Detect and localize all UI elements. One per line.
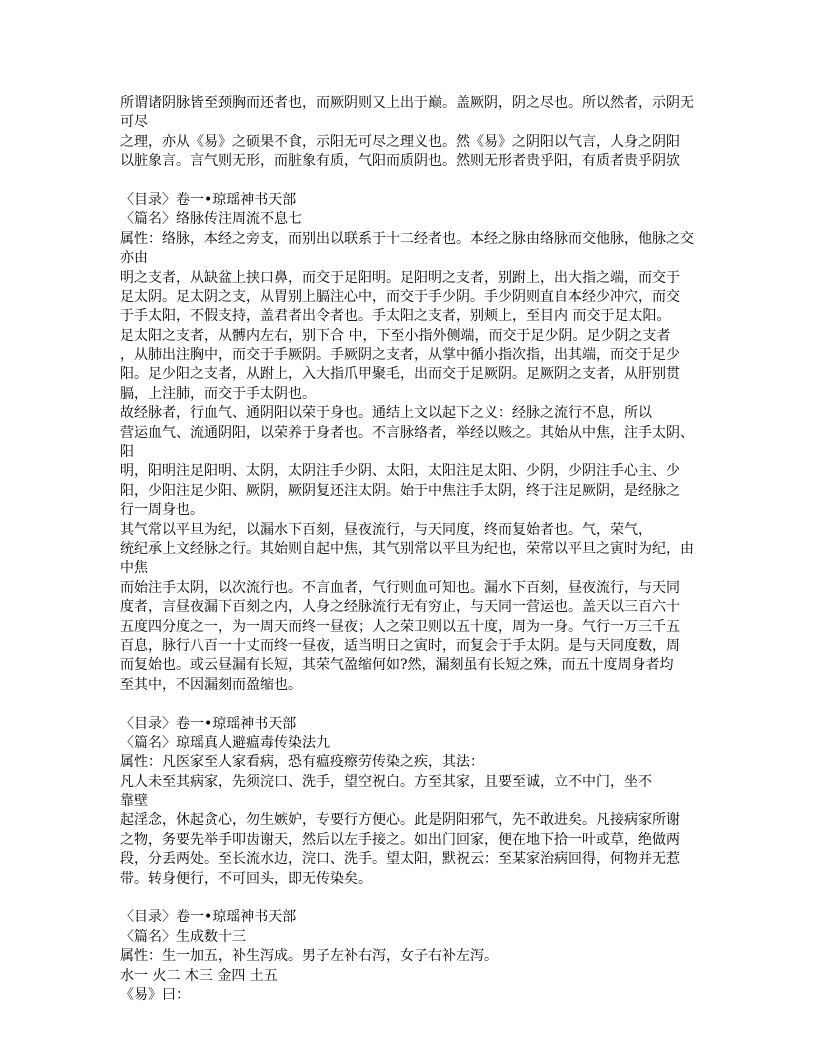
text-line: 故经脉者，行血气、通阴阳以荣于身也。通结上文以起下之义：经脉之流行不息，所以 xyxy=(120,405,652,422)
text-line: 水一 火二 木三 金四 土五 xyxy=(120,967,278,984)
blank-line xyxy=(120,695,700,714)
text-line: 统纪承上文经脉之行。其始则自起中焦，其气别常以平旦为纪也，荣常以平旦之寅时为纪，由 xyxy=(120,540,694,557)
text-line: 于手太阳，不假支持，盖君者出令者也。手太阳之支者，别颊上，至目内 而交于足太阳。 xyxy=(120,308,671,325)
blank-line xyxy=(120,172,700,191)
text-line: 阳，少阳注足少阳、厥阴，厥阴复还注太阴。始于中焦注手太阴，终于注足厥阴，是经脉之 xyxy=(120,482,680,499)
text-line: 其气常以平旦为纪，以漏水下百刻，昼夜流行，与天同度，终而复始者也。气，荣气， xyxy=(120,521,652,538)
text-line: 带。转身便行，不可回头，即无传染矣。 xyxy=(120,870,372,887)
blank-line xyxy=(120,889,700,908)
document-page xyxy=(120,94,700,1005)
text-line: ，从肺出注胸中，而交于手厥阴。手厥阴之支者，从掌中循小指次指，出其端，而交于足少 xyxy=(120,347,680,364)
text-line: 阳。足少阳之支者，从跗上，入大指爪甲聚毛，出而交于足厥阴。足厥阴之支者，从肝别贯 xyxy=(120,366,680,383)
text-line: 足太阴。足太阴之支，从胃别上膈注心中，而交于手少阴。手少阴则直自本经少冲穴，而交 xyxy=(120,288,680,305)
text-line: 起淫念，休起贪心，勿生嫉妒，专要行方便心。此是阴阳邪气，先不敢进矣。凡接病家所谢 xyxy=(120,812,680,829)
chapter-title: 〈篇名〉生成数十三 xyxy=(120,928,246,945)
text-line: 百息，脉行八百一十丈而终一昼夜，适当明日之寅时，而复会于手太阴。是与天同度数，周 xyxy=(120,637,680,654)
text-line: 靠壁 xyxy=(120,793,148,810)
text-line: 可尽 xyxy=(120,114,148,131)
text-line: 而始注手太阴，以次流行也。不言血者，气行则血可知也。漏水下百刻，昼夜流行，与天同 xyxy=(120,579,680,596)
text-line: 属性：络脉，本经之旁支，而别出以联系于十二经者也。本经之脉由络脉而交他脉，他脉之交 xyxy=(120,230,694,247)
text-line: 中焦 xyxy=(120,560,148,577)
text-line: 而复始也。或云昼漏有长短，其荣气盈缩何如?然，漏刻虽有长短之殊，而五十度周身者均 xyxy=(120,657,674,674)
text-line: 明之支者，从缺盆上挟口鼻，而交于足阳明。足阳明之支者，别跗上，出大指之端，而交于 xyxy=(120,269,680,286)
catalog-heading: 〈目录〉卷一•琼瑶神书天部 xyxy=(120,909,297,926)
text-line: 属性：凡医家至人家看病，恐有瘟疫瘵劳传染之疾，其法： xyxy=(120,754,484,771)
text-line: 行一周身也。 xyxy=(120,502,204,519)
text-line: 度者，言昼夜漏下百刻之内，人身之经脉流行无有穷止，与天同一营运也。盖天以三百六十 xyxy=(120,599,680,616)
text-line: 以脏象言。言气则无形，而脏象有质，气阳而质阴也。然则无形者贵乎阳，有质者贵乎阴欤 xyxy=(120,153,680,170)
text-line: 之理，亦从《易》之硕果不食，示阳无可尽之理义也。然《易》之阴阳以气言，人身之阴阳 xyxy=(120,133,680,150)
chapter-title: 〈篇名〉琼瑶真人避瘟毒传染法九 xyxy=(120,734,330,751)
catalog-heading: 〈目录〉卷一•琼瑶神书天部 xyxy=(120,715,297,732)
text-line: 足太阳之支者，从髆内左右，别下合 中，下至小指外侧端，而交于足少阴。足少阴之支者 xyxy=(120,327,671,344)
text-line: 所谓诸阴脉皆至颈胸而还者也，而厥阴则又上出于巅。盖厥阴，阴之尽也。所以然者，示阴无 xyxy=(120,95,694,111)
text-line: 五度四分度之一，为一周天而终一昼夜；人之荣卫则以五十度，周为一身。气行一万三千五 xyxy=(120,618,680,635)
catalog-heading: 〈目录〉卷一•琼瑶神书天部 xyxy=(120,191,297,208)
text-line: 亦由 xyxy=(120,250,148,267)
text-line: 膈，上注肺，而交于手太阴也。 xyxy=(120,385,316,402)
text-line: 明，阳明注足阳明、太阴，太阴注手少阴、太阳，太阳注足太阳、少阴，少阴注手心主、少 xyxy=(120,463,680,480)
chapter-title: 〈篇名〉络脉传注周流不息七 xyxy=(120,211,302,228)
text-line: 至其中，不因漏刻而盈缩也。 xyxy=(120,676,302,693)
text-line: 营运血气、流通阴阳，以荣养于身者也。不言脉络者，举经以赅之。其始从中焦，注手太阴、 xyxy=(120,424,694,441)
text-line: 阳 xyxy=(120,444,134,461)
text-line: 凡人未至其病家，先须浣口、洗手，望空祝白。方至其家，且要至诚，立不中门，坐不 xyxy=(120,773,652,790)
text-line: 段，分丢两处。至长流水边，浣口、洗手。望太阳，默祝云：至某家治病回得，何物并无惹 xyxy=(120,851,680,868)
text-line: 之物，务要先举手叩齿谢天，然后以左手接之。如出门回家，便在地下拾一叶或草，绝做两 xyxy=(120,831,680,848)
text-line: 《易》曰： xyxy=(120,986,190,1003)
text-line: 属性：生一加五，补生泻成。男子左补右泻，女子右补左泻。 xyxy=(120,948,498,965)
